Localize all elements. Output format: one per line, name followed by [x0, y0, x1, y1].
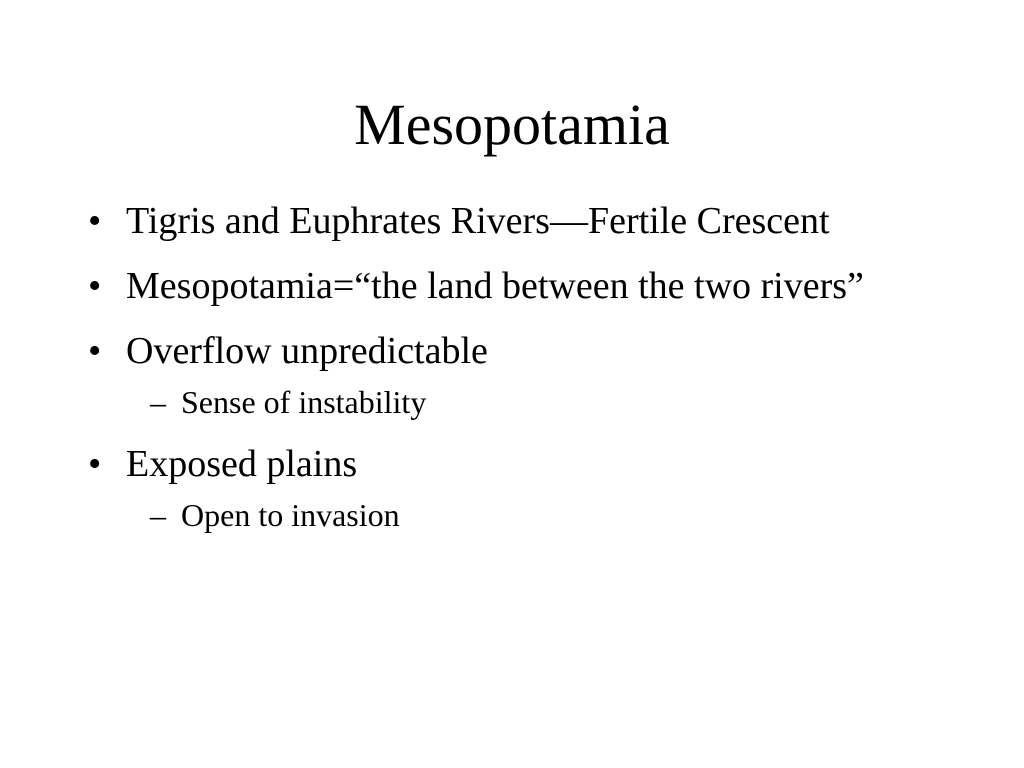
bullet-item — [88, 438, 948, 538]
dash-icon: – — [150, 497, 166, 533]
sub-bullet-item — [136, 492, 948, 538]
sub-bullet-list — [126, 379, 948, 425]
bullet-list — [88, 195, 948, 551]
bullet-icon: • — [88, 330, 102, 372]
bullet-item — [88, 260, 948, 312]
bullet-text: Mesopotamia=“the land between the two rivers” — [126, 265, 864, 307]
bullet-item — [88, 325, 948, 425]
bullet-text: Exposed plains — [126, 443, 358, 485]
bullet-icon: • — [88, 265, 102, 307]
sub-bullet-item — [136, 379, 948, 425]
bullet-text: Tigris and Euphrates Rivers—Fertile Crescent — [126, 200, 830, 242]
dash-icon: – — [150, 384, 166, 420]
bullet-text: Overflow unpredictable — [126, 330, 488, 372]
sub-bullet-list — [126, 492, 948, 538]
bullet-item — [88, 195, 948, 247]
sub-bullet-text: Open to invasion — [181, 497, 400, 533]
bullet-icon: • — [88, 443, 102, 485]
bullet-icon: • — [88, 200, 102, 242]
sub-bullet-text: Sense of instability — [181, 384, 427, 420]
slide-title: Mesopotamia — [354, 92, 670, 157]
